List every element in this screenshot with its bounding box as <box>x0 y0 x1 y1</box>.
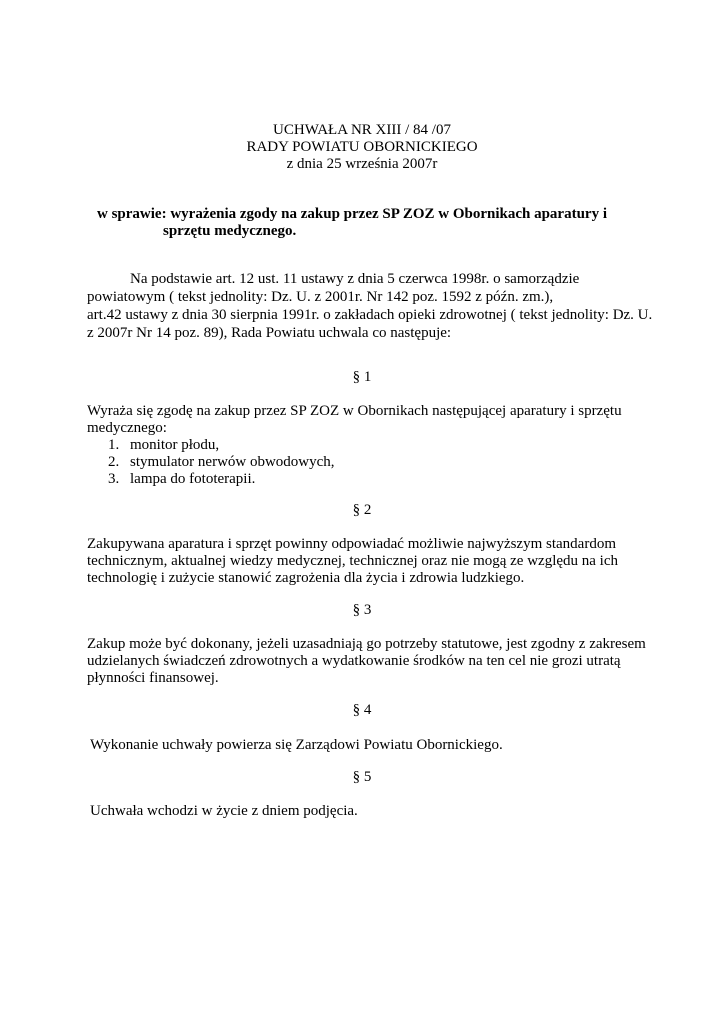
section-2-line-1: Zakupywana aparatura i sprzęt powinny odpowiadać możliwie najwyższym standardom <box>87 536 616 552</box>
list-item-text: lampa do fototerapii. <box>130 471 256 487</box>
section-1-heading: § 1 <box>352 369 372 385</box>
section-5-line-1: Uchwała wchodzi w życie z dniem podjęcia. <box>90 803 358 819</box>
subject-line-1: w sprawie: wyrażenia zgody na zakup przez SP ZOZ w Obornikach aparatury i <box>97 206 608 222</box>
section-4-line-1: Wykonanie uchwały powierza się Zarządowi Powiatu Obornickiego. <box>90 737 503 753</box>
section-5-heading: § 5 <box>352 769 372 785</box>
section-2-heading: § 2 <box>352 502 372 518</box>
section-3-line-1: Zakup może być dokonany, jeżeli uzasadniają go potrzeby statutowe, jest zgodny z zakresem <box>87 636 646 652</box>
document-title-line-1: UCHWAŁA NR XIII / 84 /07 <box>273 122 451 138</box>
section-2-line-2: technicznym, aktualnej wiedzy medycznej, technicznej oraz nie mogą ze względu na ich <box>87 553 619 569</box>
preamble-line-1: Na podstawie art. 12 ust. 11 ustawy z dnia 5 czerwca 1998r. o samorządzie <box>130 271 580 287</box>
section-3-heading: § 3 <box>352 602 372 618</box>
document-title-line-2: RADY POWIATU OBORNICKIEGO <box>246 139 478 155</box>
section-1-line-1: Wyraża się zgodę na zakup przez SP ZOZ w Obornikach następującej aparatury i sprzętu <box>87 403 622 419</box>
list-item-text: stymulator nerwów obwodowych, <box>130 454 335 470</box>
section-2-line-3: technologię i zużycie stanowić zagrożenia dla życia i zdrowia ludzkiego. <box>87 570 525 586</box>
subject-line-2: sprzętu medycznego. <box>163 223 297 239</box>
section-3-line-2: udzielanych świadczeń zdrowotnych a wydatkowanie środków na ten cel nie grozi utratą <box>87 653 621 669</box>
list-item-number: 1. <box>108 437 120 453</box>
document-date: z dnia 25 września 2007r <box>286 156 438 172</box>
section-1-line-2: medycznego: <box>87 420 167 436</box>
preamble-line-2: powiatowym ( tekst jednolity: Dz. U. z 2001r. Nr 142 poz. 1592 z późn. zm.), <box>87 289 554 305</box>
list-item-number: 2. <box>108 454 120 470</box>
list-item-text: monitor płodu, <box>130 437 220 453</box>
list-item-number: 3. <box>108 471 120 487</box>
section-3-line-3: płynności finansowej. <box>87 670 219 686</box>
preamble-line-3: art.42 ustawy z dnia 30 sierpnia 1991r. o zakładach opieki zdrowotnej ( tekst jednolity: Dz. U. <box>87 307 653 323</box>
preamble-line-4: z 2007r Nr 14 poz. 89), Rada Powiatu uchwala co następuje: <box>87 325 452 341</box>
section-4-heading: § 4 <box>352 702 372 718</box>
